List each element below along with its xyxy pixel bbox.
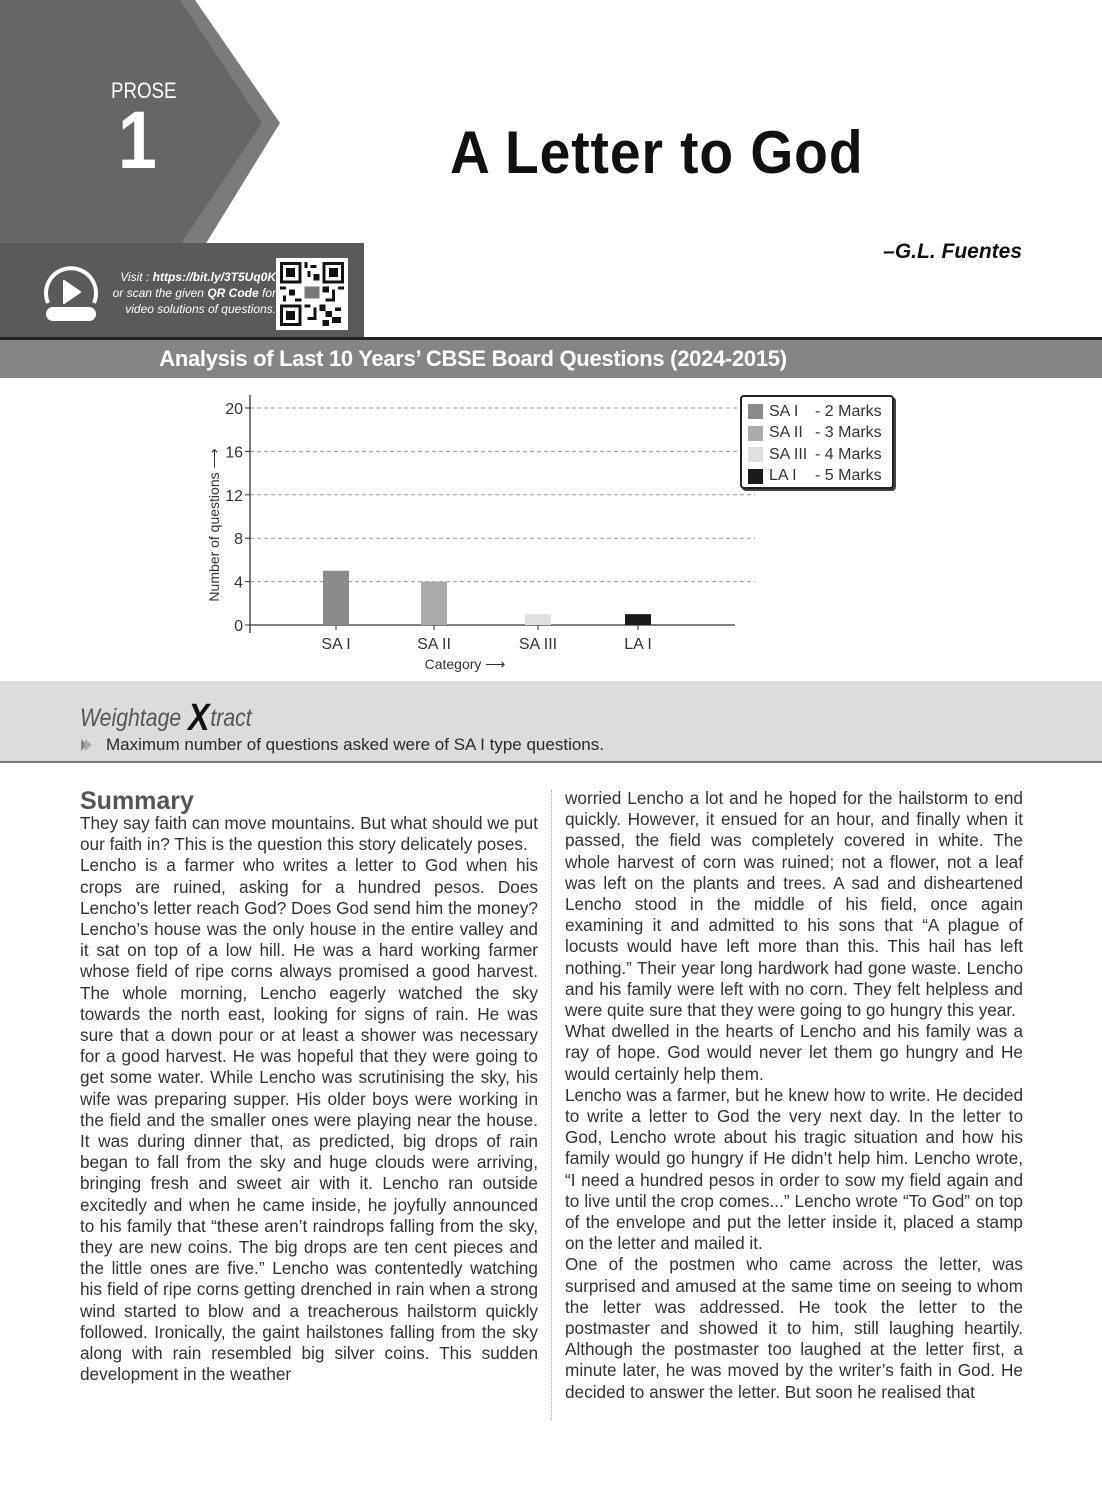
column-divider: [551, 790, 552, 1420]
legend-name: SA I: [769, 402, 799, 420]
y-tick-label: 4: [234, 574, 243, 592]
legend-name: SA II: [769, 424, 803, 442]
video-instructions: [108, 269, 276, 317]
section-label: PROSE: [111, 78, 177, 103]
x-tick-label: SA I: [321, 636, 351, 653]
x-axis-label: Category ⟶: [424, 656, 506, 672]
analysis-band: [0, 340, 1102, 378]
scan-text: or scan the given: [112, 286, 208, 300]
weightage-point-text: Maximum number of questions asked were of SA I type questions.: [106, 735, 604, 754]
summary-paragraph: They say faith can move mountains. But what should we put our faith in? This is the question this story delicately poses.: [80, 813, 538, 855]
y-tick-label: 0: [234, 618, 243, 635]
x-tick-label: SA III: [518, 636, 558, 653]
chapter-chevron-banner: [0, 0, 285, 245]
legend-name: LA I: [769, 467, 797, 485]
bullet-arrow-icon: [80, 738, 94, 752]
xtract-x-logo: X: [187, 697, 210, 739]
summary-right-column: [565, 788, 1023, 1403]
video-solutions-panel: [0, 243, 364, 338]
summary-paragraph: Lencho was a farmer, but he knew how to write. He decided to write a letter to God the very next day. In the letter to God, Lencho wrote about his tragic situation and how his family would go hungry if He didn’t help him. Lencho wrote, “I need a hundred pesos in order to sow my field again and to live until the crop comes...” Lencho wrote “To God” on top of the envelope and put the letter inside it, placed a stamp on the letter and mailed it.: [565, 1084, 1023, 1254]
weightage-xtract-box: [0, 681, 1102, 763]
legend-item: [748, 444, 886, 466]
x-tick-label: LA I: [624, 636, 652, 653]
chapter-title: A Letter to God: [450, 119, 864, 186]
chart-canvas: [190, 385, 750, 680]
y-tick-label: 16: [225, 444, 243, 462]
weightage-title-prefix: Weightage: [80, 704, 182, 732]
summary-left-column: [80, 785, 538, 1385]
analysis-title: Analysis of Last 10 Years’ CBSE Board Questions (2024-2015): [159, 346, 787, 371]
legend-swatch-icon: [748, 404, 763, 419]
bar-sa-ii: [421, 582, 447, 625]
legend-name: SA III: [769, 445, 808, 463]
play-video-icon[interactable]: [40, 263, 102, 325]
y-axis-label: Number of questions ⟶: [206, 448, 222, 602]
video-url-link[interactable]: https://bit.ly/3T5Uq0K: [152, 270, 276, 284]
visit-prefix: Visit :: [120, 270, 153, 284]
weightage-point: [80, 735, 604, 755]
summary-paragraph: One of the postmen who came across the letter, was surprised and amused at the same time on seeing to whom the letter was addressed. He took the letter to the postmaster and showed it to him, still laughing heartily. Although the postmaster too laughed at the letter first, a minute later, he was moved by the writer’s faith in God. He decided to answer the letter. But soon he realised that: [565, 1254, 1023, 1402]
legend-marks: - 5 Marks: [815, 467, 882, 485]
legend-swatch-icon: [748, 469, 763, 484]
qr-code-icon[interactable]: [276, 258, 348, 330]
y-tick-label: 20: [225, 401, 243, 418]
summary-heading: Summary: [80, 787, 194, 815]
summary-paragraph: What dwelled in the hearts of Lencho and his family was a ray of hope. God would never let them go hungry and He would certainly help them.: [565, 1021, 1023, 1084]
scan-suffix: for: [258, 286, 276, 300]
legend-marks: - 4 Marks: [815, 445, 882, 463]
legend-item: [748, 466, 886, 488]
bar-sa-iii: [525, 614, 551, 625]
chart-legend: [740, 395, 894, 489]
y-tick-label: 12: [225, 487, 243, 505]
bar-la-i: [625, 614, 651, 625]
bar-sa-i: [323, 571, 349, 625]
legend-item: [748, 401, 886, 423]
summary-paragraph: Lencho is a farmer who writes a letter to God when his crops are ruined, asking for a hundred pesos. Does Lencho’s letter reach God? Does God send him the money? Lencho’s house was the only house in the entire valley and it sat on top of a low hill. He was a hard working farmer whose field of ripe corns always promised a good harvest. The whole morning, Lencho eagerly watched the sky towards the north east, looking for signs of rain. He was sure that a down pour or at least a shower was necessary for a good harvest. He was hopeful that they were going to get some water. While Lencho was scrutinising the sky, his wife was preparing supper. His older boys were working in the field and the smaller ones were playing near the house. It was during dinner that, as predicted, big drops of rain began to fall from the sky and huge clouds were arriving, bringing fresh and sweet air with it. Lencho ran outside excitedly and when he came inside, he joyfully announced to his family that “these aren’t raindrops falling from the sky, they are new coins. The big drops are ten cent pieces and the little ones are five.” Lencho was contentedly watching his field of ripe corns getting drenched in rain when a strong wind started to blow and a treacherous hailstorm quickly followed. Ironically, the gaint hailstones falling from the sky along with rain resembled big silver coins. This sudden development in the weather: [80, 855, 538, 1385]
y-tick-label: 8: [234, 531, 243, 549]
weightage-title: [80, 693, 252, 739]
legend-swatch-icon: [748, 426, 763, 441]
qr-code-label: QR Code: [207, 286, 259, 300]
summary-paragraph: worried Lencho a lot and he hoped for the hailstorm to end quickly. However, it ensued for an hour, and finally when it passed, the field was completely covered in white. The whole harvest of corn was ruined; not a flower, not a leaf was left on the plants and trees. A sad and disheartened Lencho stood in the middle of his field, once again examining it and admitted to his sons that “A plague of locusts would have left more than this. This hail has left nothing.” Their year long hardwork had gone waste. Lencho and his family were left with no corn. They felt helpless and were quite sure that they were going to go hungry this year.: [565, 788, 1023, 1021]
video-solutions-text: video solutions of questions.: [125, 302, 276, 316]
legend-swatch-icon: [748, 447, 763, 462]
author-name: –G.L. Fuentes: [883, 240, 1022, 263]
legend-marks: - 2 Marks: [815, 402, 882, 420]
weightage-title-suffix: tract: [210, 704, 252, 732]
x-tick-label: SA II: [417, 636, 451, 653]
legend-marks: - 3 Marks: [815, 424, 882, 442]
legend-item: [748, 423, 886, 445]
chapter-number: 1: [118, 95, 157, 186]
